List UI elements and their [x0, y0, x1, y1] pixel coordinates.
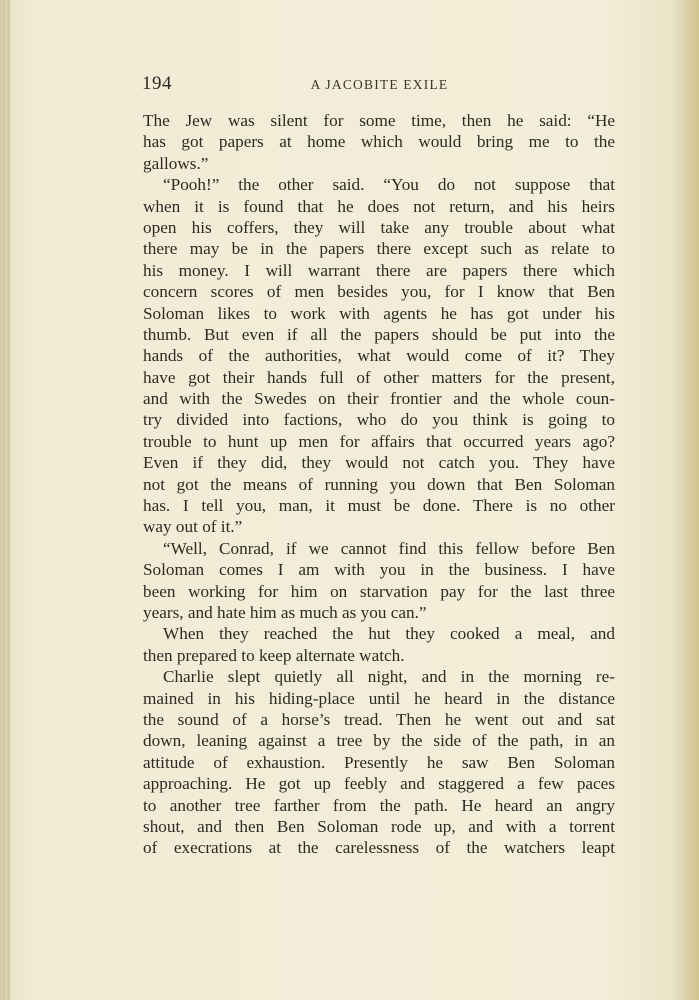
text-line: Even if they did, they would not catch you. They have — [143, 453, 615, 473]
page-edge-shadow — [677, 0, 699, 1000]
text-line: to another tree farther from the path. He heard an angry — [143, 795, 615, 815]
text-line: been working for him on starvation pay for the last three — [143, 581, 615, 601]
text-line: way out of it.” — [143, 517, 243, 537]
page-number: 194 — [142, 73, 172, 94]
text-line: thumb. But even if all the papers should be put into the — [143, 324, 615, 344]
text-line: not got the means of running you down that Ben Soloman — [143, 474, 615, 494]
text-line: and with the Swedes on their frontier and the whole coun- — [143, 389, 615, 409]
body-text — [143, 110, 615, 859]
text-line: When they reached the hut they cooked a meal, and — [163, 624, 615, 644]
text-line: the sound of a horse’s tread. Then he went out and sat — [143, 709, 615, 729]
text-line: open his coffers, they will take any trouble about what — [143, 217, 615, 237]
text-line: years, and hate him as much as you can.” — [143, 602, 427, 622]
text-line: when it is found that he does not return, and his heirs — [143, 196, 615, 216]
text-line: then prepared to keep alternate watch. — [143, 645, 405, 665]
text-line: have got their hands full of other matters for the present, — [143, 367, 615, 387]
text-line: try divided into factions, who do you think is going to — [143, 410, 615, 430]
text-line: Soloman likes to work with agents he has got under his — [143, 303, 615, 323]
text-line: approaching. He got up feebly and staggered a few paces — [143, 774, 615, 794]
text-line: The Jew was silent for some time, then he said: “He — [143, 111, 615, 130]
text-line: has. I tell you, man, it must be done. There is no other — [143, 496, 615, 516]
text-line: Soloman comes I am with you in the business. I have — [143, 560, 615, 580]
text-line: trouble to hunt up men for affairs that occurred years ago? — [143, 431, 615, 451]
text-line: concern scores of men besides you, for I know that Ben — [143, 282, 615, 302]
text-line: down, leaning against a tree by the side of the path, in an — [143, 731, 615, 751]
text-line: of execrations at the carelessness of the watchers leapt — [143, 838, 615, 858]
book-spine-shadow — [0, 0, 10, 1000]
text-line: “Well, Conrad, if we cannot find this fellow before Ben — [163, 538, 615, 558]
text-line: “Pooh!” the other said. “You do not suppose that — [163, 175, 615, 195]
text-line: mained in his hiding-place until he heard in the distance — [143, 688, 615, 708]
text-line: shout, and then Ben Soloman rode up, and with a torrent — [143, 816, 615, 836]
text-line: gallows.” — [143, 153, 209, 173]
page-header — [142, 73, 617, 97]
text-line: hands of the authorities, what would come of it? They — [143, 346, 615, 366]
text-line: his money. I will warrant there are papers there which — [143, 260, 615, 280]
text-line: attitude of exhaustion. Presently he saw Ben Soloman — [143, 752, 615, 772]
text-line: there may be in the papers there except such as relate to — [143, 239, 615, 259]
running-head: A JACOBITE EXILE — [310, 77, 449, 92]
text-line: Charlie slept quietly all night, and in the morning re- — [163, 667, 615, 687]
text-line: has got papers at home which would bring me to the — [143, 132, 615, 152]
